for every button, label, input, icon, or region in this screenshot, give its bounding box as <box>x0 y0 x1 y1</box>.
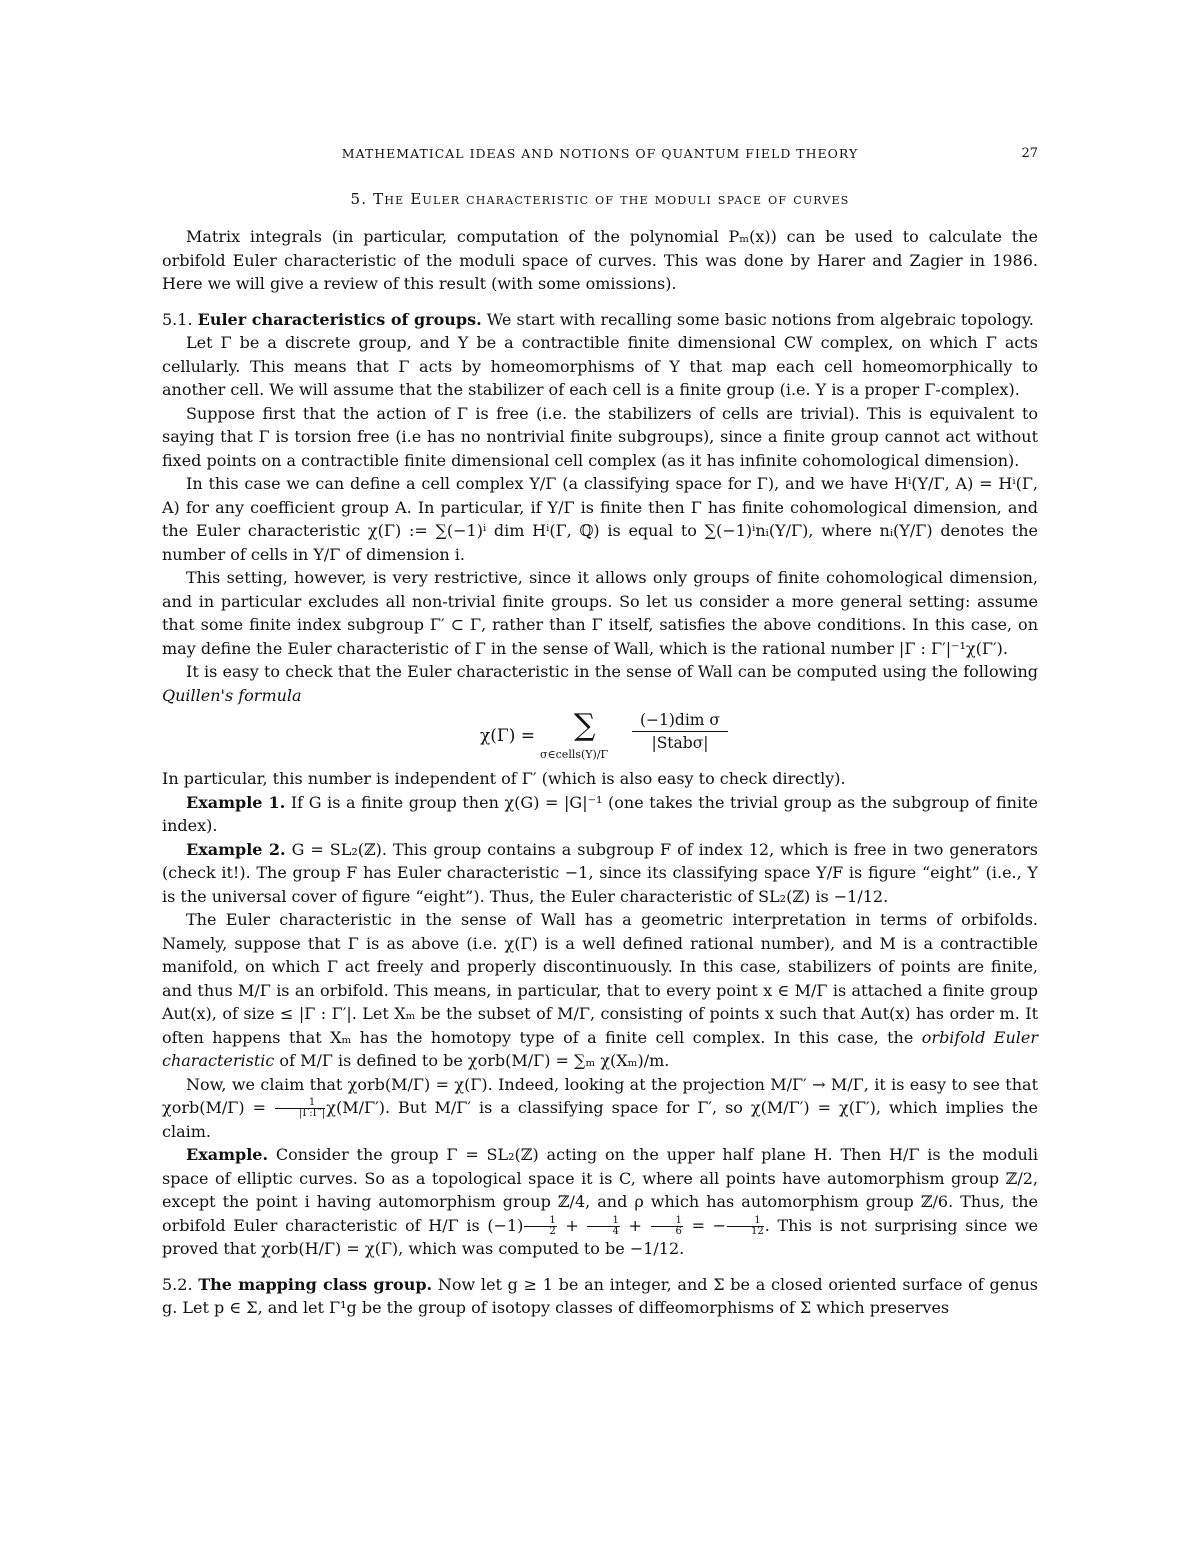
paragraph-quillen <box>162 660 1038 707</box>
quillen-formula <box>162 709 1038 765</box>
subsection-number: 5.2. <box>162 1274 193 1294</box>
example-2-label: Example 2. <box>186 839 286 859</box>
example-1-text: If G is a finite group then χ(G) = |G|⁻¹ (one takes the trivial group as the subgroup of finite index). <box>162 792 1038 835</box>
subsection-text: Now let g ≥ 1 be an integer, and Σ be a closed oriented surface of genus g. Let p ∈ Σ, and let Γ¹g be the group of isotopy classes of diffeomorphisms of Σ which preserves <box>162 1274 1038 1317</box>
page-number: 27 <box>1021 146 1038 161</box>
subsection-title: Euler characteristics of groups. <box>197 309 482 329</box>
example-2 <box>162 838 1038 909</box>
formula-lhs: χ(Γ) = <box>480 726 536 746</box>
example-elliptic <box>162 1143 1038 1261</box>
paragraph-intro: Matrix integrals (in particular, computation of the polynomial Pₘ(x)) can be used to calculate the orbifold Euler characteristic of the moduli space of curves. This was done by Harer and Zagier in 1986. Here we will give a review of this result (with some omissions). <box>162 227 1038 293</box>
claim-fraction <box>275 1098 325 1119</box>
claim-text-a: Now, we claim that χorb(M/Γ) = χ(Γ). Indeed, looking at the projection M/Γ′ → M/Γ, it is easy to see that χorb(M/Γ) = <box>162 1074 1038 1117</box>
plus-sign: + <box>557 1215 587 1235</box>
formula-sum-index: σ∈cells(Y)/Γ <box>540 748 609 761</box>
section-title: The Euler characteristic of the moduli space of curves <box>373 190 850 208</box>
quillen-formula-name: Quillen's formula <box>162 685 302 705</box>
paragraph-cell-complex: In this case we can define a cell complex Y/Γ (a classifying space for Γ), and we have Hⁱ(Y/Γ, A) = Hⁱ(Γ, A) for any coefficient group A. In particular, if Y/Γ is finite then Γ has finite cohomological dimension, and the Euler characteristic χ(Γ) := ∑(−1)ⁱ dim Hⁱ(Γ, ℚ) is equal to ∑(−1)ⁱnᵢ(Y/Γ), where nᵢ(Y/Γ) denotes the number of cells in Y/Γ of dimension i. <box>162 474 1038 564</box>
frac-twelfth-bottom: 12 <box>751 1225 764 1237</box>
running-title: MATHEMATICAL IDEAS AND NOTIONS OF QUANTUM FIELD THEORY <box>341 146 859 161</box>
orbifold-term: orbifold Euler characteristic <box>162 1027 1039 1070</box>
quillen-intro: It is easy to check that the Euler characteristic in the sense of Wall can be computed using the following <box>186 662 1038 681</box>
claim-fraction-bottom: |Γ:Γ′| <box>298 1108 326 1119</box>
subsection-number: 5.1. <box>162 309 193 329</box>
subsection-5-2 <box>162 1273 1038 1320</box>
plus-sign: + <box>620 1215 650 1235</box>
section-number: 5. <box>350 190 368 208</box>
formula-denominator: |Stabσ| <box>651 734 709 752</box>
paragraph-gamma: Let Γ be a discrete group, and Y be a contractible finite dimensional CW complex, on which Γ acts cellularly. This means that Γ acts by homeomorphisms of Y that map each cell homeomorphically to another cell. We will assume that the stabilizer of each cell is a finite group (i.e. Y is a proper Γ-complex). <box>162 333 1038 399</box>
frac-half-top: 1 <box>524 1216 556 1227</box>
paragraph-orbifold <box>162 908 1038 1073</box>
frac-sixth <box>651 1216 683 1237</box>
example-elliptic-text-a: Consider the group Γ = SL₂(ℤ) acting on the upper half plane H. Then H/Γ is the moduli space of elliptic curves. So as a topological space it is C, where all points have automorphism group ℤ/2, except the point i having automorphism group ℤ/4, and ρ which has automorphism group ℤ/6. Thus, the orbifold Euler characteristic of H/Γ is (−1) <box>162 1145 1038 1235</box>
paragraph-general-setting: This setting, however, is very restrictive, since it allows only groups of finite cohomological dimension, and in particular excludes all non-trivial finite groups. So let us consider a more general setting: assume that some finite index subgroup Γ′ ⊂ Γ, rather than Γ itself, satisfies the above conditions. In this case, on may define the Euler characteristic of Γ in the sense of Wall, which is the rational number |Γ : Γ′|⁻¹χ(Γ′). <box>162 568 1038 658</box>
frac-quarter-bottom: 4 <box>612 1225 619 1237</box>
example-2-text: G = SL₂(ℤ). This group contains a subgroup F of index 12, which is free in two generators (check it!). The group F has Euler characteristic −1, since its classifying space Y/F is figure “eight” (i.e., Y is the universal cover of figure “eight”). Thus, the Euler characteristic of SL₂(ℤ) is −1/12. <box>162 839 1039 906</box>
orbifold-text-a: The Euler characteristic in the sense of Wall has a geometric interpretation in terms of orbifolds. Namely, suppose that Γ is as above (i.e. χ(Γ) is a well defined rational number), and M is a contractible manifold, on which Γ act freely and properly discontinuously. In this case, stabilizers of points are finite, and thus M/Γ is an orbifold. This means, in particular, that to every point x ∈ M/Γ is attached a finite group Aut(x), of size ≤ |Γ : Γ′|. Let Xₘ be the subset of M/Γ, consisting of points x such that Aut(x) has order m. It often happens that Xₘ has the homotopy type of a finite cell complex. In this case, the <box>162 910 1038 1047</box>
subsection-5-1 <box>162 308 1038 332</box>
section-heading <box>162 188 1038 212</box>
frac-half-bottom: 2 <box>549 1225 556 1237</box>
frac-sixth-top: 1 <box>651 1216 683 1227</box>
body-text <box>162 225 1038 1320</box>
frac-quarter <box>587 1216 619 1237</box>
frac-twelfth <box>727 1216 764 1237</box>
frac-twelfth-top: 1 <box>727 1216 764 1227</box>
claim-fraction-top: 1 <box>275 1098 325 1109</box>
claim-text-b: χ(M/Γ′). But M/Γ′ is a classifying space for Γ′, so χ(M/Γ′) = χ(Γ′), which implies the claim. <box>162 1098 1039 1141</box>
running-head <box>162 142 1038 162</box>
frac-quarter-top: 1 <box>587 1216 619 1227</box>
formula-sum-sign: ∑ <box>574 708 596 743</box>
example-elliptic-text-b: . This is not surprising since we proved that χorb(H/Γ) = χ(Γ), which was computed to be −1/12. <box>162 1215 1039 1258</box>
subsection-title: The mapping class group. <box>198 1274 433 1294</box>
example-1-label: Example 1. <box>186 792 286 812</box>
formula-numerator: (−1)dim σ <box>632 709 728 732</box>
paragraph-claim <box>162 1073 1038 1144</box>
equals-sign: = − <box>683 1215 727 1235</box>
example-1 <box>162 791 1038 838</box>
orbifold-text-b: of M/Γ is defined to be χorb(M/Γ) = ∑ₘ χ(Xₘ)/m. <box>274 1051 670 1070</box>
formula-fraction <box>632 709 728 754</box>
frac-sixth-bottom: 6 <box>675 1225 682 1237</box>
paragraph-independence: In particular, this number is independent of Γ′ (which is also easy to check directly). <box>162 769 846 788</box>
subsection-text: We start with recalling some basic notions from algebraic topology. <box>481 309 1034 329</box>
paragraph-free-action: Suppose first that the action of Γ is free (i.e. the stabilizers of cells are trivial). This is equivalent to saying that Γ is torsion free (i.e has no nontrivial finite subgroups), since a finite group cannot act without fixed points on a contractible finite dimensional cell complex (as it has infinite cohomological dimension). <box>162 403 1038 470</box>
frac-half <box>524 1216 556 1237</box>
example-elliptic-label: Example. <box>186 1145 269 1164</box>
